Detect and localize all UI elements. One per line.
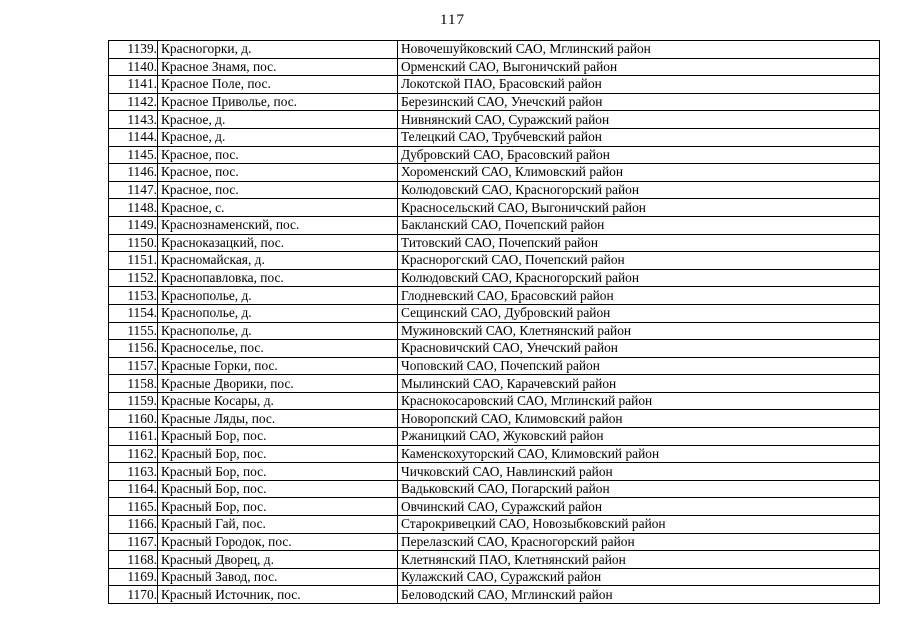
row-number-cell: 1151. xyxy=(109,252,158,270)
table-row xyxy=(109,480,880,498)
administration-cell: Хороменский САО, Климовский район xyxy=(398,164,880,182)
administration-cell: Мужиновский САО, Клетнянский район xyxy=(398,322,880,340)
row-number-cell: 1163. xyxy=(109,463,158,481)
row-number-cell: 1146. xyxy=(109,164,158,182)
row-number-cell: 1161. xyxy=(109,428,158,446)
administration-cell: Ржаницкий САО, Жуковский район xyxy=(398,428,880,446)
settlement-name-cell: Красное, с. xyxy=(158,199,398,217)
settlement-name-cell: Красный Дворец, д. xyxy=(158,551,398,569)
table-row xyxy=(109,111,880,129)
administration-cell: Орменский САО, Выгоничский район xyxy=(398,58,880,76)
administration-cell: Краснорогский САО, Почепский район xyxy=(398,252,880,270)
administration-cell: Старокривецкий САО, Новозыбковский район xyxy=(398,516,880,534)
administration-cell: Краснокосаровский САО, Мглинский район xyxy=(398,392,880,410)
row-number-cell: 1143. xyxy=(109,111,158,129)
row-number-cell: 1166. xyxy=(109,516,158,534)
settlement-name-cell: Красный Бор, пос. xyxy=(158,428,398,446)
administration-cell: Титовский САО, Почепский район xyxy=(398,234,880,252)
row-number-cell: 1164. xyxy=(109,480,158,498)
row-number-cell: 1154. xyxy=(109,304,158,322)
settlement-name-cell: Красное, д. xyxy=(158,111,398,129)
table-row xyxy=(109,551,880,569)
settlement-name-cell: Краснополье, д. xyxy=(158,287,398,305)
settlement-name-cell: Красное, д. xyxy=(158,128,398,146)
settlement-name-cell: Красный Бор, пос. xyxy=(158,498,398,516)
settlement-name-cell: Красный Бор, пос. xyxy=(158,445,398,463)
row-number-cell: 1144. xyxy=(109,128,158,146)
settlement-name-cell: Красногорки, д. xyxy=(158,41,398,59)
settlement-name-cell: Красные Горки, пос. xyxy=(158,357,398,375)
table-row xyxy=(109,533,880,551)
administration-cell: Глодневский САО, Брасовский район xyxy=(398,287,880,305)
administration-cell: Вадьковский САО, Погарский район xyxy=(398,480,880,498)
administration-cell: Колюдовский САО, Красногорский район xyxy=(398,181,880,199)
administration-cell: Клетнянский ПАО, Клетнянский район xyxy=(398,551,880,569)
administration-cell: Телецкий САО, Трубчевский район xyxy=(398,128,880,146)
settlement-name-cell: Красные Дворики, пос. xyxy=(158,375,398,393)
row-number-cell: 1145. xyxy=(109,146,158,164)
table-row xyxy=(109,463,880,481)
settlement-name-cell: Краснополье, д. xyxy=(158,322,398,340)
table-row xyxy=(109,58,880,76)
row-number-cell: 1142. xyxy=(109,93,158,111)
table-row xyxy=(109,76,880,94)
administration-cell: Колюдовский САО, Красногорский район xyxy=(398,269,880,287)
row-number-cell: 1157. xyxy=(109,357,158,375)
settlement-name-cell: Красное, пос. xyxy=(158,164,398,182)
administration-cell: Мылинский САО, Карачевский район xyxy=(398,375,880,393)
administration-cell: Сещинский САО, Дубровский район xyxy=(398,304,880,322)
administration-cell: Бакланский САО, Почепский район xyxy=(398,216,880,234)
row-number-cell: 1170. xyxy=(109,586,158,604)
table-row xyxy=(109,568,880,586)
settlement-name-cell: Красный Городок, пос. xyxy=(158,533,398,551)
settlement-name-cell: Красное Знамя, пос. xyxy=(158,58,398,76)
row-number-cell: 1149. xyxy=(109,216,158,234)
administration-cell: Новоропский САО, Климовский район xyxy=(398,410,880,428)
settlement-name-cell: Красное Приволье, пос. xyxy=(158,93,398,111)
row-number-cell: 1139. xyxy=(109,41,158,59)
table-row xyxy=(109,216,880,234)
row-number-cell: 1165. xyxy=(109,498,158,516)
row-number-cell: 1158. xyxy=(109,375,158,393)
row-number-cell: 1159. xyxy=(109,392,158,410)
row-number-cell: 1169. xyxy=(109,568,158,586)
row-number-cell: 1140. xyxy=(109,58,158,76)
administration-cell: Локотской ПАО, Брасовский район xyxy=(398,76,880,94)
administration-cell: Красновичский САО, Унечский район xyxy=(398,340,880,358)
table-row xyxy=(109,445,880,463)
administration-cell: Красносельский САО, Выгоничский район xyxy=(398,199,880,217)
settlement-name-cell: Краснополье, д. xyxy=(158,304,398,322)
settlement-name-cell: Красное, пос. xyxy=(158,146,398,164)
table-row xyxy=(109,357,880,375)
administration-cell: Каменскохуторский САО, Климовский район xyxy=(398,445,880,463)
administration-cell: Перелазский САО, Красногорский район xyxy=(398,533,880,551)
table-row xyxy=(109,146,880,164)
administration-cell: Кулажский САО, Суражский район xyxy=(398,568,880,586)
row-number-cell: 1152. xyxy=(109,269,158,287)
row-number-cell: 1160. xyxy=(109,410,158,428)
settlement-name-cell: Красномайская, д. xyxy=(158,252,398,270)
administration-cell: Овчинский САО, Суражский район xyxy=(398,498,880,516)
settlement-name-cell: Красные Ляды, пос. xyxy=(158,410,398,428)
settlement-name-cell: Красный Бор, пос. xyxy=(158,480,398,498)
table-row xyxy=(109,498,880,516)
row-number-cell: 1155. xyxy=(109,322,158,340)
settlement-name-cell: Красное, пос. xyxy=(158,181,398,199)
settlements-table xyxy=(108,40,880,604)
row-number-cell: 1147. xyxy=(109,181,158,199)
table-body xyxy=(109,41,880,604)
page-number: 117 xyxy=(440,12,465,28)
administration-cell: Чоповский САО, Почепский район xyxy=(398,357,880,375)
row-number-cell: 1148. xyxy=(109,199,158,217)
administration-cell: Новочешуйковский САО, Мглинский район xyxy=(398,41,880,59)
administration-cell: Дубровский САО, Брасовский район xyxy=(398,146,880,164)
settlement-name-cell: Краснопавловка, пос. xyxy=(158,269,398,287)
table-row xyxy=(109,287,880,305)
settlement-name-cell: Красное Поле, пос. xyxy=(158,76,398,94)
row-number-cell: 1167. xyxy=(109,533,158,551)
settlement-name-cell: Красные Косары, д. xyxy=(158,392,398,410)
settlement-name-cell: Краснознаменский, пос. xyxy=(158,216,398,234)
row-number-cell: 1168. xyxy=(109,551,158,569)
table-row xyxy=(109,392,880,410)
table-row xyxy=(109,516,880,534)
row-number-cell: 1141. xyxy=(109,76,158,94)
settlement-name-cell: Красный Бор, пос. xyxy=(158,463,398,481)
settlement-name-cell: Красный Источник, пос. xyxy=(158,586,398,604)
settlement-name-cell: Красный Завод, пос. xyxy=(158,568,398,586)
row-number-cell: 1156. xyxy=(109,340,158,358)
table-row xyxy=(109,93,880,111)
table-row xyxy=(109,252,880,270)
table-row xyxy=(109,340,880,358)
table-row xyxy=(109,234,880,252)
administration-cell: Чичковский САО, Навлинский район xyxy=(398,463,880,481)
table-row xyxy=(109,304,880,322)
row-number-cell: 1150. xyxy=(109,234,158,252)
table-row xyxy=(109,428,880,446)
row-number-cell: 1153. xyxy=(109,287,158,305)
administration-cell: Нивнянский САО, Суражский район xyxy=(398,111,880,129)
table-row xyxy=(109,41,880,59)
table-row xyxy=(109,586,880,604)
administration-cell: Беловодский САО, Мглинский район xyxy=(398,586,880,604)
table-row xyxy=(109,322,880,340)
table-row xyxy=(109,164,880,182)
settlement-name-cell: Красный Гай, пос. xyxy=(158,516,398,534)
table-row xyxy=(109,375,880,393)
settlement-name-cell: Красноселье, пос. xyxy=(158,340,398,358)
administration-cell: Березинский САО, Унечский район xyxy=(398,93,880,111)
table-row xyxy=(109,199,880,217)
settlement-name-cell: Краснoказацкий, пос. xyxy=(158,234,398,252)
table-row xyxy=(109,128,880,146)
table-row xyxy=(109,181,880,199)
table-row xyxy=(109,269,880,287)
row-number-cell: 1162. xyxy=(109,445,158,463)
table-row xyxy=(109,410,880,428)
